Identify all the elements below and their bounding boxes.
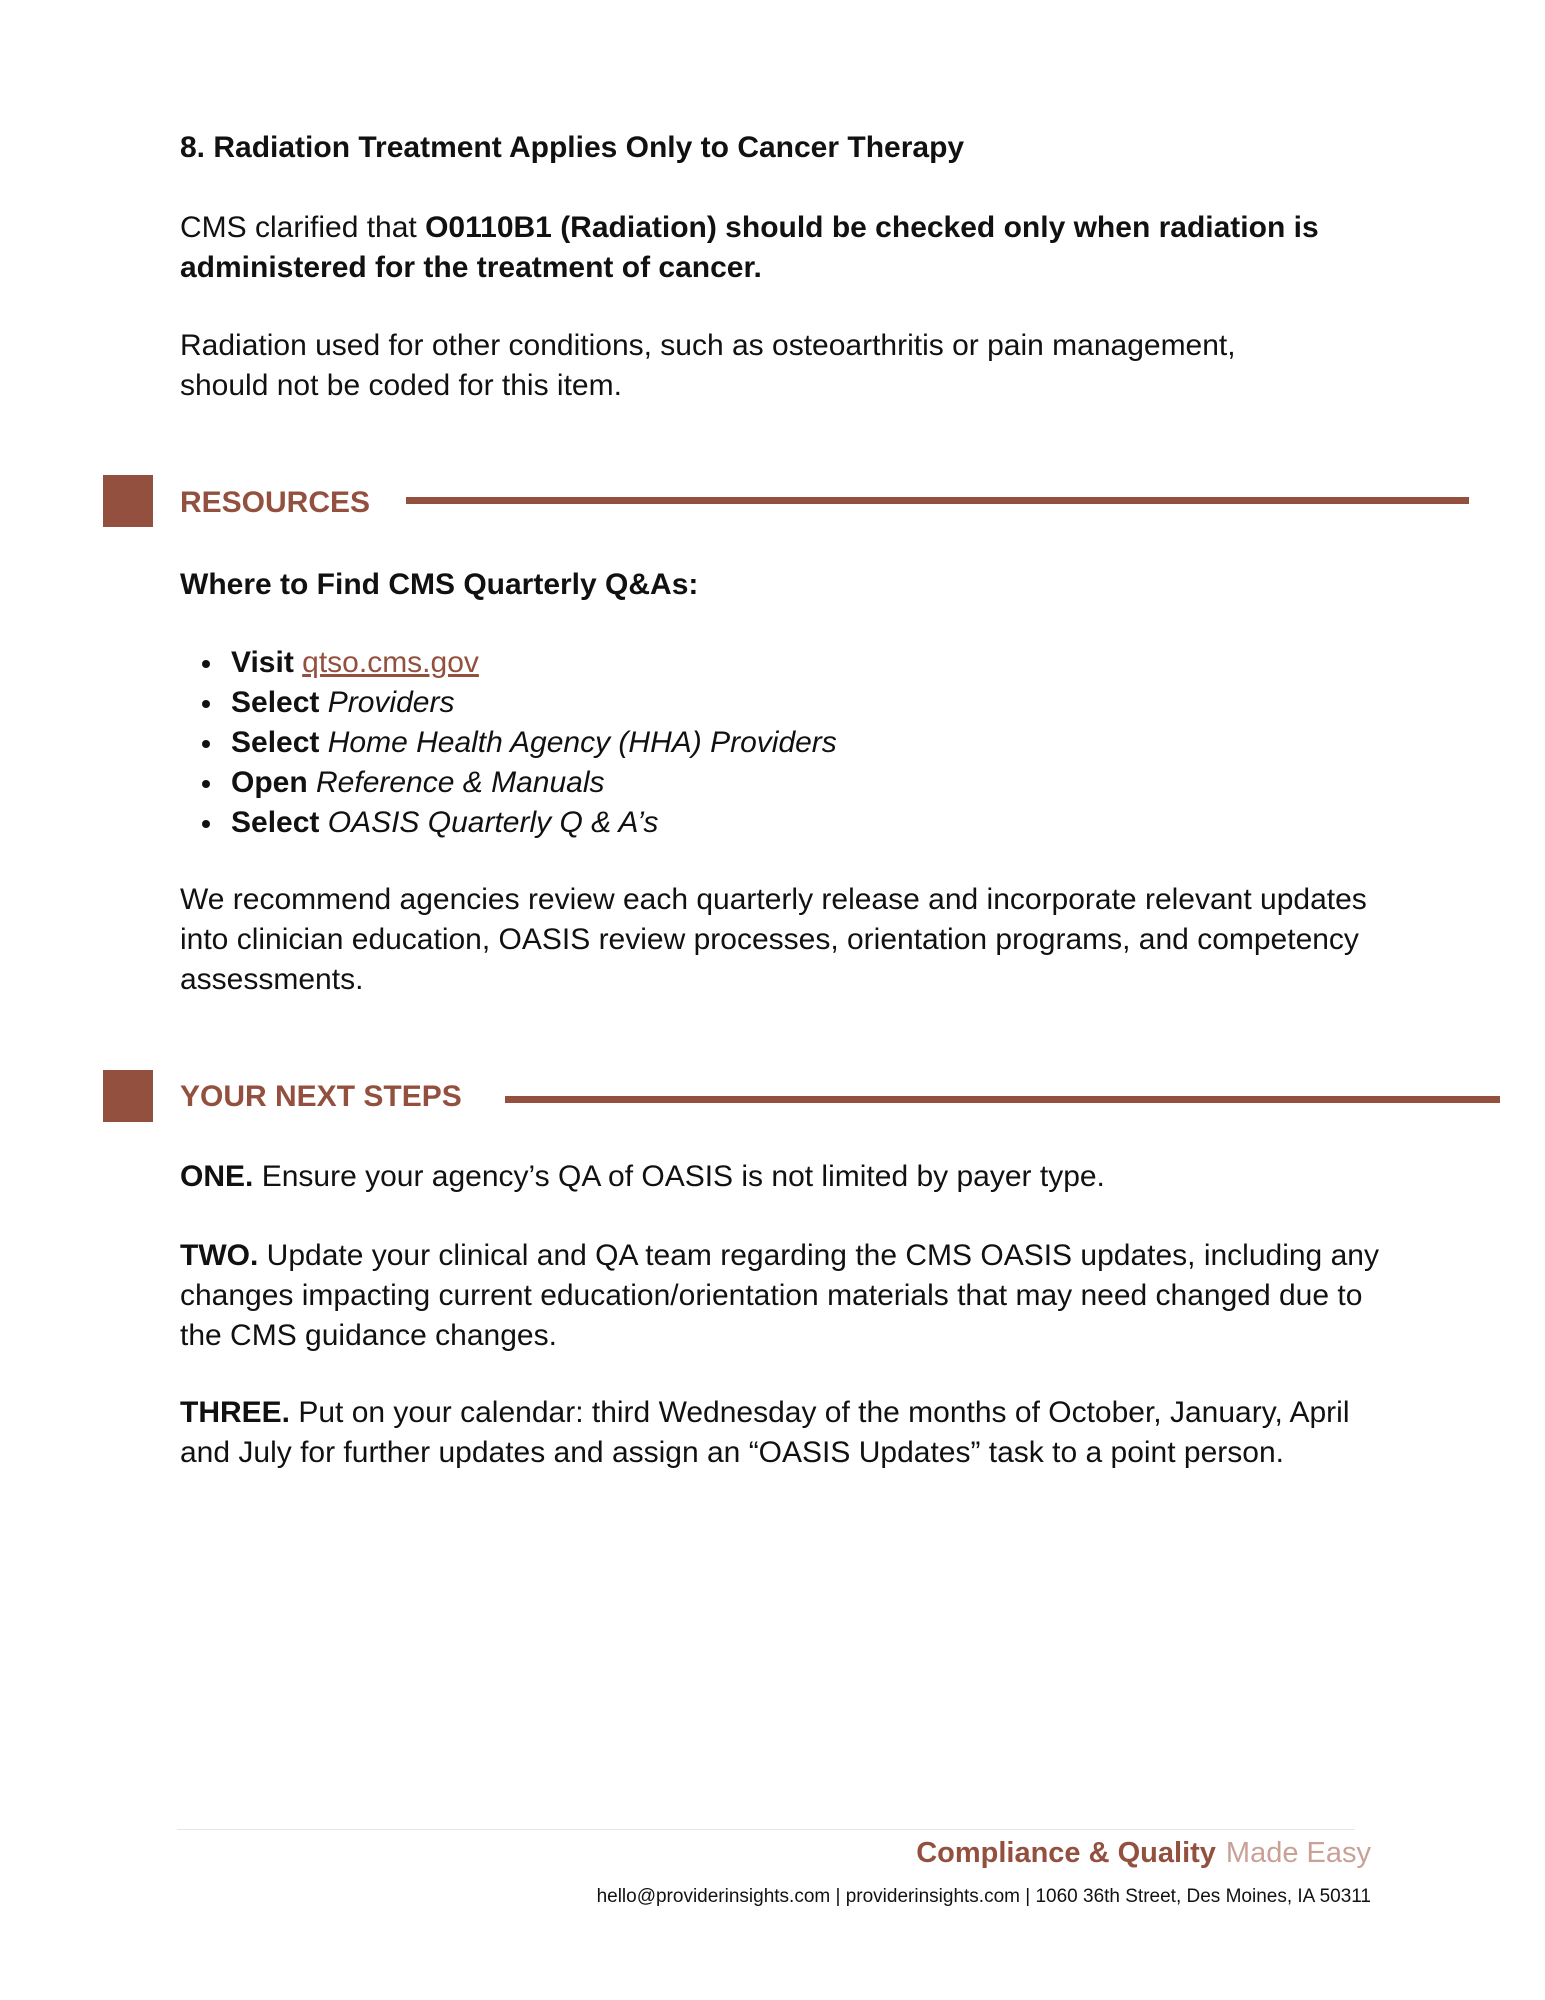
list-item bbox=[180, 643, 837, 683]
bullet-icon bbox=[202, 780, 210, 788]
footer-tagline bbox=[916, 1833, 1371, 1873]
section-divider bbox=[505, 1096, 1500, 1103]
list-item bbox=[180, 803, 837, 843]
paragraph-lead: CMS clarified that bbox=[180, 211, 426, 244]
resources-steps-list bbox=[180, 643, 837, 843]
section-marker bbox=[103, 475, 153, 527]
step-verb: Visit bbox=[231, 646, 294, 679]
tagline-soft: Made Easy bbox=[1225, 1837, 1371, 1869]
step-verb: Select bbox=[231, 686, 320, 719]
list-item bbox=[180, 763, 837, 803]
step-label: TWO. bbox=[180, 1239, 259, 1272]
paragraph: Radiation used for other conditions, such as osteoarthritis or pain management, should not be coded for this item. bbox=[180, 329, 1236, 402]
step-label: THREE. bbox=[180, 1396, 291, 1429]
list-item bbox=[180, 723, 837, 763]
section-heading: 8. Radiation Treatment Applies Only to Cancer Therapy bbox=[180, 131, 965, 164]
step-verb: Open bbox=[231, 766, 308, 799]
resources-paragraph: We recommend agencies review each quarterly release and incorporate relevant updates into clinician education, OASIS review processes, orientation programs, and competency assessments. bbox=[180, 883, 1367, 996]
bullet-icon bbox=[202, 660, 210, 668]
step-text: Put on your calendar: third Wednesday of the months of October, January, April and July for further updates and assign an “OASIS Updates” task to a point person. bbox=[180, 1396, 1350, 1469]
next-step-item bbox=[180, 1236, 1380, 1356]
step-target: Home Health Agency (HHA) Providers bbox=[327, 726, 837, 759]
step-target: Providers bbox=[327, 686, 455, 719]
footer-contact: hello@providerinsights.com | providerinsights.com | 1060 36th Street, Des Moines, IA 50311 bbox=[596, 1886, 1371, 1907]
section-title-next-steps: YOUR NEXT STEPS bbox=[180, 1080, 462, 1113]
paragraph bbox=[180, 208, 1330, 288]
step-text: Ensure your agency’s QA of OASIS is not limited by payer type. bbox=[261, 1160, 1105, 1193]
step-target: Reference & Manuals bbox=[316, 766, 605, 799]
bullet-icon bbox=[202, 700, 210, 708]
section-divider bbox=[406, 497, 1469, 504]
qtso-link[interactable]: qtso.cms.gov bbox=[302, 646, 479, 679]
tagline-strong: Compliance & Quality bbox=[916, 1837, 1216, 1869]
step-verb: Select bbox=[231, 726, 320, 759]
list-item bbox=[180, 683, 837, 723]
bullet-icon bbox=[202, 740, 210, 748]
section-marker bbox=[103, 1070, 153, 1122]
resources-subheading: Where to Find CMS Quarterly Q&As: bbox=[180, 568, 699, 601]
step-target: OASIS Quarterly Q & A’s bbox=[327, 806, 659, 839]
next-step-item bbox=[180, 1393, 1380, 1473]
section-title-resources: RESOURCES bbox=[180, 486, 371, 519]
next-step-item bbox=[180, 1157, 1380, 1197]
step-verb: Select bbox=[231, 806, 320, 839]
footer-divider bbox=[177, 1829, 1355, 1830]
bullet-icon bbox=[202, 820, 210, 828]
step-text: Update your clinical and QA team regarding the CMS OASIS updates, including any changes impacting current education/orientation materials that may need changed due to the CMS guidance changes. bbox=[180, 1239, 1379, 1352]
step-label: ONE. bbox=[180, 1160, 254, 1193]
paragraph-emphasis: O0110B1 (Radiation) should be checked only when radiation is administered for the treatment of cancer. bbox=[180, 211, 1319, 284]
